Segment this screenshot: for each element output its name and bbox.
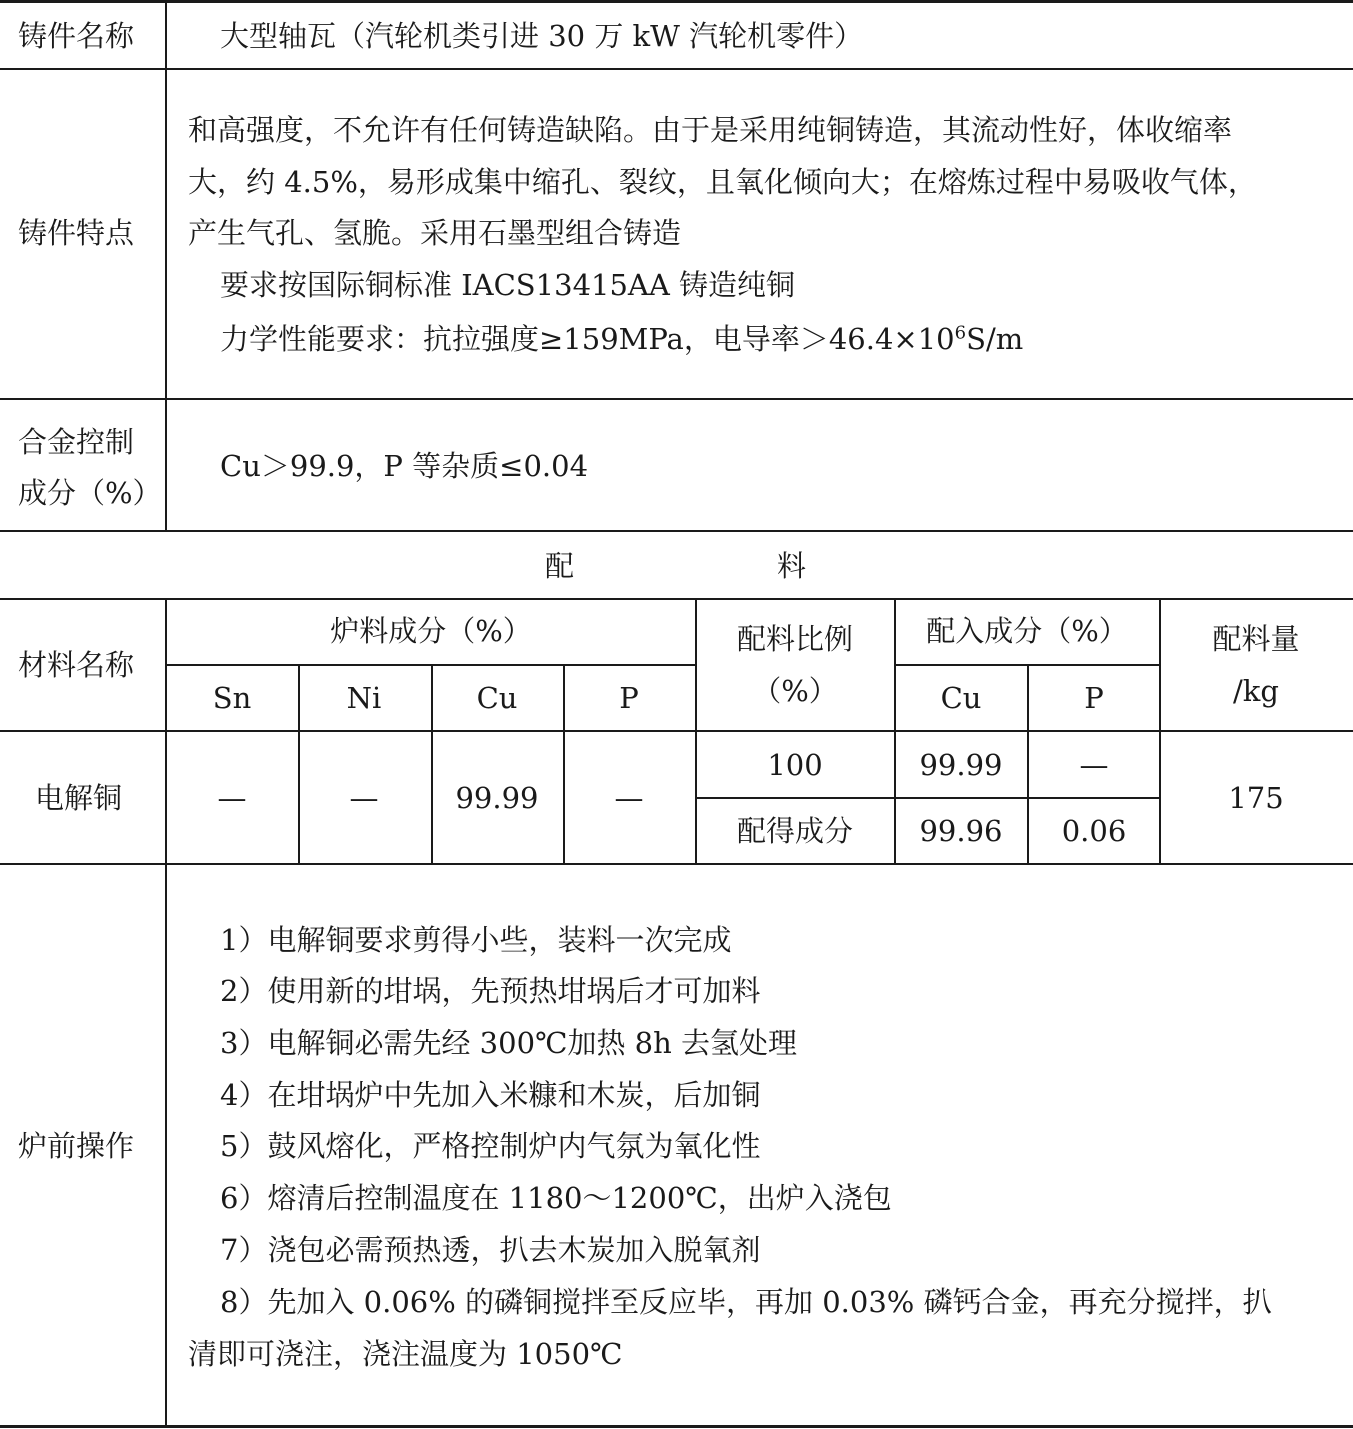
rule-col-input-cu-p bbox=[1027, 664, 1029, 864]
row-result-p: 0.06 bbox=[1061, 814, 1127, 848]
mech-unit: S/m bbox=[966, 322, 1024, 356]
rule-col-input-left bbox=[894, 598, 896, 864]
header-input-composition: 配入成分（%） bbox=[926, 614, 1128, 648]
list-item: 6）熔清后控制温度在 1180～1200℃，出炉入浇包 bbox=[220, 1181, 892, 1215]
row-cu: 99.99 bbox=[455, 781, 539, 815]
rule-features-bottom bbox=[0, 398, 1353, 400]
features-line: 大，约 4.5%，易形成集中缩孔、裂纹，且氧化倾向大；在熔炼过程中易吸收气体， bbox=[188, 165, 1257, 199]
rule-data-bottom bbox=[0, 863, 1353, 865]
row-ratio: 100 bbox=[767, 748, 823, 782]
batching-title-right: 料 bbox=[777, 549, 807, 583]
list-item: 1）电解铜要求剪得小些，装料一次完成 bbox=[220, 923, 732, 957]
list-item: 4）在坩埚炉中先加入米糠和木炭，后加铜 bbox=[220, 1078, 761, 1112]
row-result-label: 配得成分 bbox=[736, 814, 854, 848]
header-charge-composition: 炉料成分（%） bbox=[330, 614, 532, 648]
top-border bbox=[0, 0, 1353, 3]
mechanical-requirements bbox=[220, 322, 1024, 356]
list-item: 清即可浇注，浇注温度为 1050℃ bbox=[188, 1337, 623, 1371]
rule-alloy-bottom bbox=[0, 530, 1353, 532]
alloy-control-label-line2: 成分（%） bbox=[18, 476, 162, 510]
casting-name-label: 铸件名称 bbox=[18, 19, 135, 53]
rule-ratio-row-split bbox=[696, 797, 1160, 799]
batching-title-left: 配 bbox=[545, 549, 575, 583]
features-line: 产生气孔、氢脆。采用石墨型组合铸造 bbox=[188, 216, 682, 250]
features-line: 和高强度，不允许有任何铸造缺陷。由于是采用纯铜铸造，其流动性好，体收缩率 bbox=[188, 113, 1233, 147]
header-sn: Sn bbox=[212, 681, 252, 715]
alloy-control-value: Cu＞99.9，P 等杂质≤0.04 bbox=[220, 449, 589, 483]
rule-col-amount-left bbox=[1159, 598, 1161, 864]
rule-header-bottom bbox=[0, 730, 1353, 732]
list-item: 3）电解铜必需先经 300℃加热 8h 去氢处理 bbox=[220, 1026, 798, 1060]
header-p: P bbox=[619, 681, 639, 715]
header-amount-line1: 配料量 bbox=[1212, 622, 1300, 656]
alloy-control-label-line1: 合金控制 bbox=[18, 425, 135, 459]
row-sn: — bbox=[217, 781, 247, 815]
rule-col-ni-cu bbox=[431, 664, 433, 864]
header-input-p: P bbox=[1084, 681, 1104, 715]
row-material-name: 电解铜 bbox=[35, 781, 123, 815]
mech-exponent: 6 bbox=[954, 322, 967, 344]
rule-col-ratio-left bbox=[695, 598, 697, 864]
rule-col-sn-ni bbox=[298, 664, 300, 864]
row-input-p: — bbox=[1079, 748, 1109, 782]
list-item: 7）浇包必需预热透，扒去木炭加入脱氧剂 bbox=[220, 1233, 761, 1267]
row-ni: — bbox=[349, 781, 379, 815]
header-ratio-line2: （%） bbox=[752, 674, 838, 708]
rule-name-bottom bbox=[0, 68, 1353, 70]
rule-label-column-lower bbox=[165, 598, 167, 1427]
header-material-name: 材料名称 bbox=[18, 648, 135, 682]
mech-prefix: 力学性能要求：抗拉强度≥159MPa，电导率＞46.4×10 bbox=[220, 322, 955, 356]
header-amount-line2: /kg bbox=[1233, 674, 1279, 708]
row-p: — bbox=[614, 781, 644, 815]
header-ratio-line1: 配料比例 bbox=[736, 622, 854, 656]
rule-batching-title-bottom bbox=[0, 598, 1353, 600]
row-result-cu: 99.96 bbox=[919, 814, 1003, 848]
rule-label-column bbox=[165, 0, 167, 531]
header-input-cu: Cu bbox=[940, 681, 982, 715]
furnace-operation-label: 炉前操作 bbox=[18, 1129, 135, 1163]
list-item: 8）先加入 0.06% 的磷铜搅拌至反应毕，再加 0.03% 磷钙合金，再充分搅拌，扒 bbox=[220, 1285, 1272, 1319]
row-amount: 175 bbox=[1228, 781, 1284, 815]
header-cu: Cu bbox=[476, 681, 518, 715]
bottom-border bbox=[0, 1425, 1353, 1428]
list-item: 5）鼓风熔化，严格控制炉内气氛为氧化性 bbox=[220, 1129, 761, 1163]
rule-col-cu-p bbox=[563, 664, 565, 864]
casting-features-label: 铸件特点 bbox=[18, 216, 135, 250]
casting-name-value: 大型轴瓦（汽轮机类引进 30 万 kW 汽轮机零件） bbox=[220, 19, 864, 53]
features-line: 要求按国际铜标准 IACS13415AA 铸造纯铜 bbox=[220, 268, 796, 302]
header-ni: Ni bbox=[346, 681, 382, 715]
list-item: 2）使用新的坩埚，先预热坩埚后才可加料 bbox=[220, 974, 761, 1008]
row-input-cu: 99.99 bbox=[919, 748, 1003, 782]
